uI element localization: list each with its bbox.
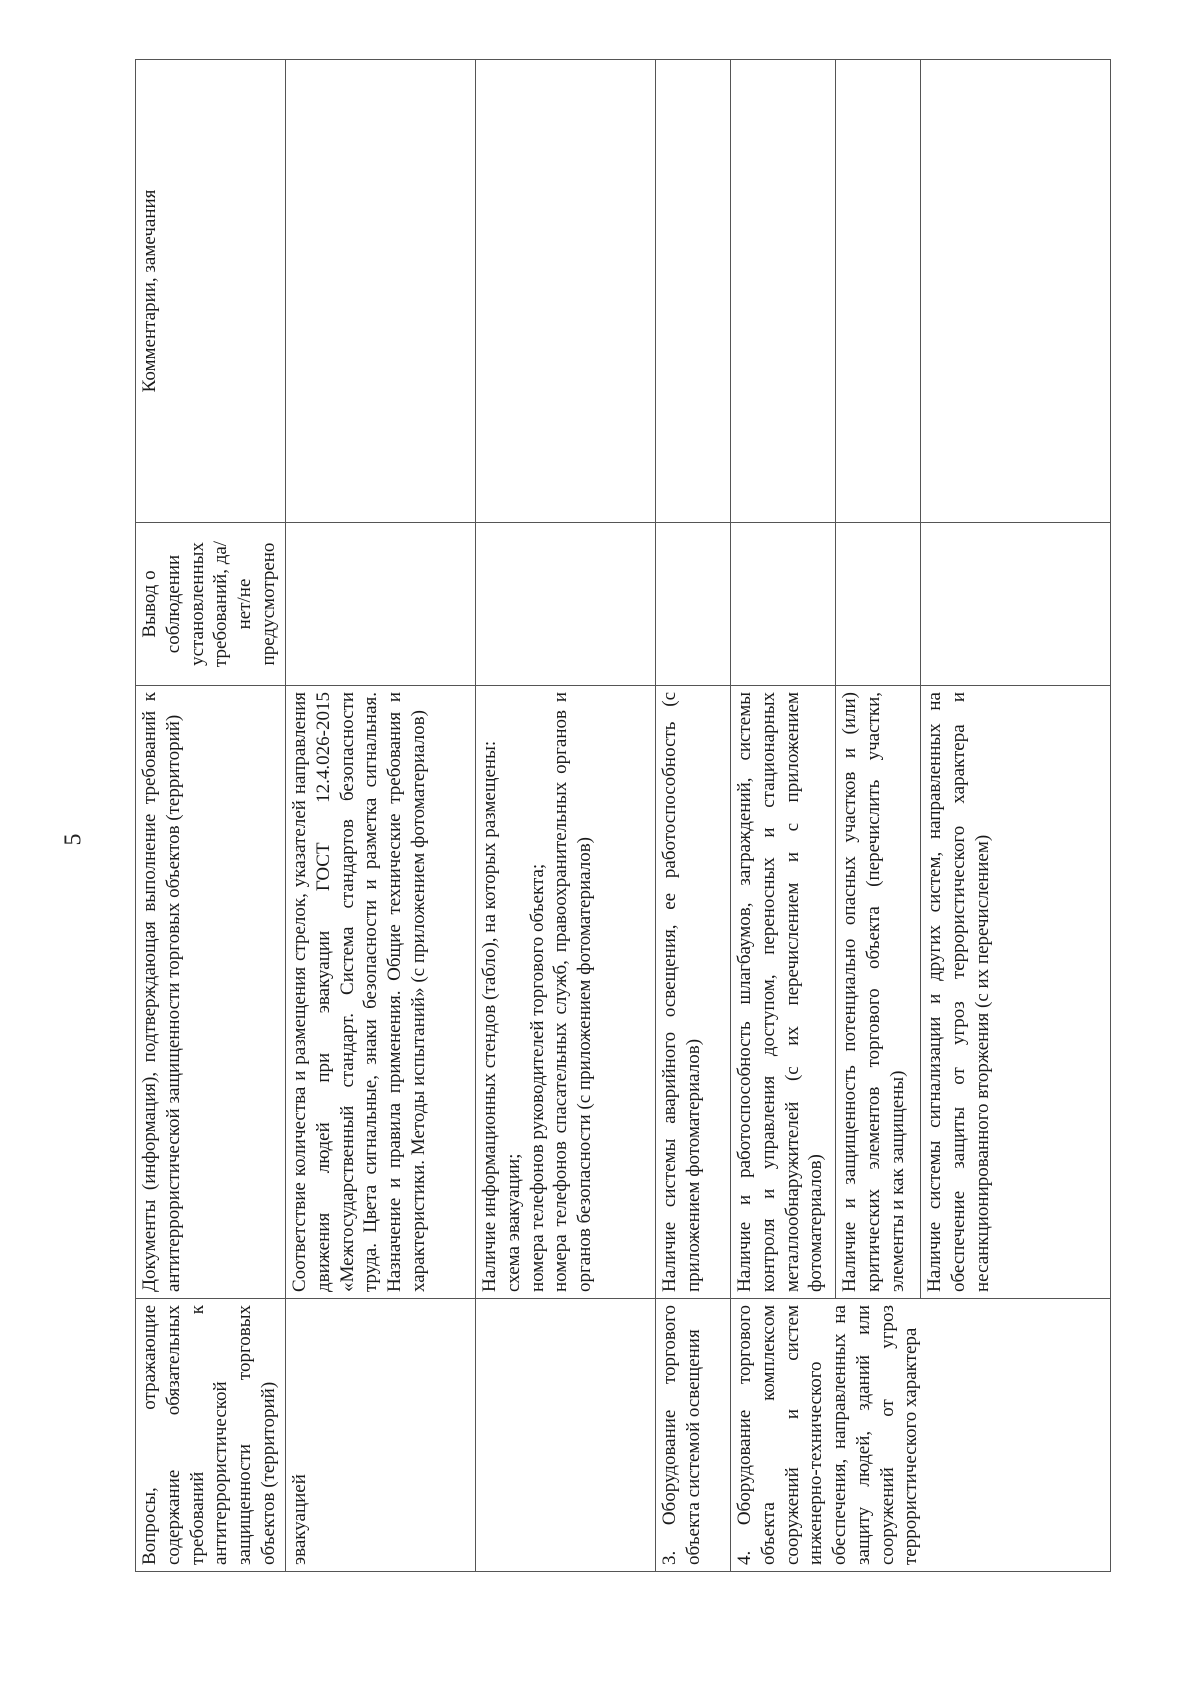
row-documents: Соответствие количества и размещения стрелок, указателей направления движения людей при эвакуации ГОСТ 12.4.026-2015 «Межгосударственный стандарт. Система стандартов безопасности труда. Цвета сигнальные, знаки безопасности и разметка сигнальная. Назначение и правила применения. Общие технические требования и характеристики. Методы испытаний» (с приложением фотоматериалов) <box>286 686 476 1299</box>
row-comments <box>656 60 731 523</box>
header-conclusion: Вывод о соблюдении установленных требований, да/нет/не предусмотрено <box>136 523 286 686</box>
header-documents: Документы (информация), подтверждающая выполнение требований к антитеррористической защищенности торговых объектов (территорий) <box>136 686 286 1299</box>
row-documents: Наличие системы сигнализации и других систем, направленных на обеспечение защиты от угроз террористического характера и несанкционированного вторжения (с их перечислением) <box>921 686 1111 1299</box>
documents-line: номера телефонов спасательных служб, правоохранительных органов и органов безопасности (с приложением фотоматериалов) <box>550 692 595 1292</box>
header-comments: Комментарии, замечания <box>136 60 286 523</box>
row-question: 4. Оборудование торгового объекта комплексом сооружений и систем инженерно-технического обеспечения, направленных на защиту людей, зданий или сооружений от угроз террористического характера <box>731 1299 1111 1572</box>
compliance-table <box>135 59 1111 1572</box>
row-comments <box>921 60 1111 523</box>
row-conclusion <box>286 523 476 686</box>
row-documents: Наличие и защищенность потенциально опасных участков и (или) критических элементов торгового объекта (перечислить участки, элементы и как защищены) <box>836 686 921 1299</box>
row-conclusion <box>836 523 921 686</box>
table-header-row <box>136 60 286 1572</box>
row-conclusion <box>921 523 1111 686</box>
row-conclusion <box>731 523 836 686</box>
row-comments <box>476 60 656 523</box>
row-documents: Наличие и работоспособность шлагбаумов, заграждений, системы контроля и управления доступом, переносных и стационарных металлообнаружителей (с их перечислением и с приложением фотоматериалов) <box>731 686 836 1299</box>
table-row <box>286 60 476 1572</box>
documents-line: номера телефонов руководителей торгового объекта; <box>526 863 548 1292</box>
row-question <box>476 1299 656 1572</box>
table-row <box>476 60 656 1572</box>
documents-line: Наличие информационных стендов (табло), на которых размещены: <box>479 740 500 1292</box>
row-conclusion <box>656 523 731 686</box>
row-comments <box>731 60 836 523</box>
row-question: 3. Оборудование торгового объекта системой освещения <box>656 1299 731 1572</box>
row-question: эвакуацией <box>286 1299 476 1572</box>
documents-line: схема эвакуации; <box>502 1153 524 1292</box>
row-conclusion <box>476 523 656 686</box>
compliance-table-sheet <box>135 112 1110 1572</box>
header-question: Вопросы, отражающие содержание обязательных требований к антитеррористической защищенности торговых объектов (территорий) <box>136 1299 286 1572</box>
row-documents: Наличие системы аварийного освещения, ее работоспособность (с приложением фотоматериалов) <box>656 686 731 1299</box>
row-comments <box>286 60 476 523</box>
table-row <box>731 60 836 1572</box>
page-number: 5 <box>60 833 87 846</box>
row-documents <box>476 686 656 1299</box>
table-row <box>656 60 731 1572</box>
row-comments <box>836 60 921 523</box>
